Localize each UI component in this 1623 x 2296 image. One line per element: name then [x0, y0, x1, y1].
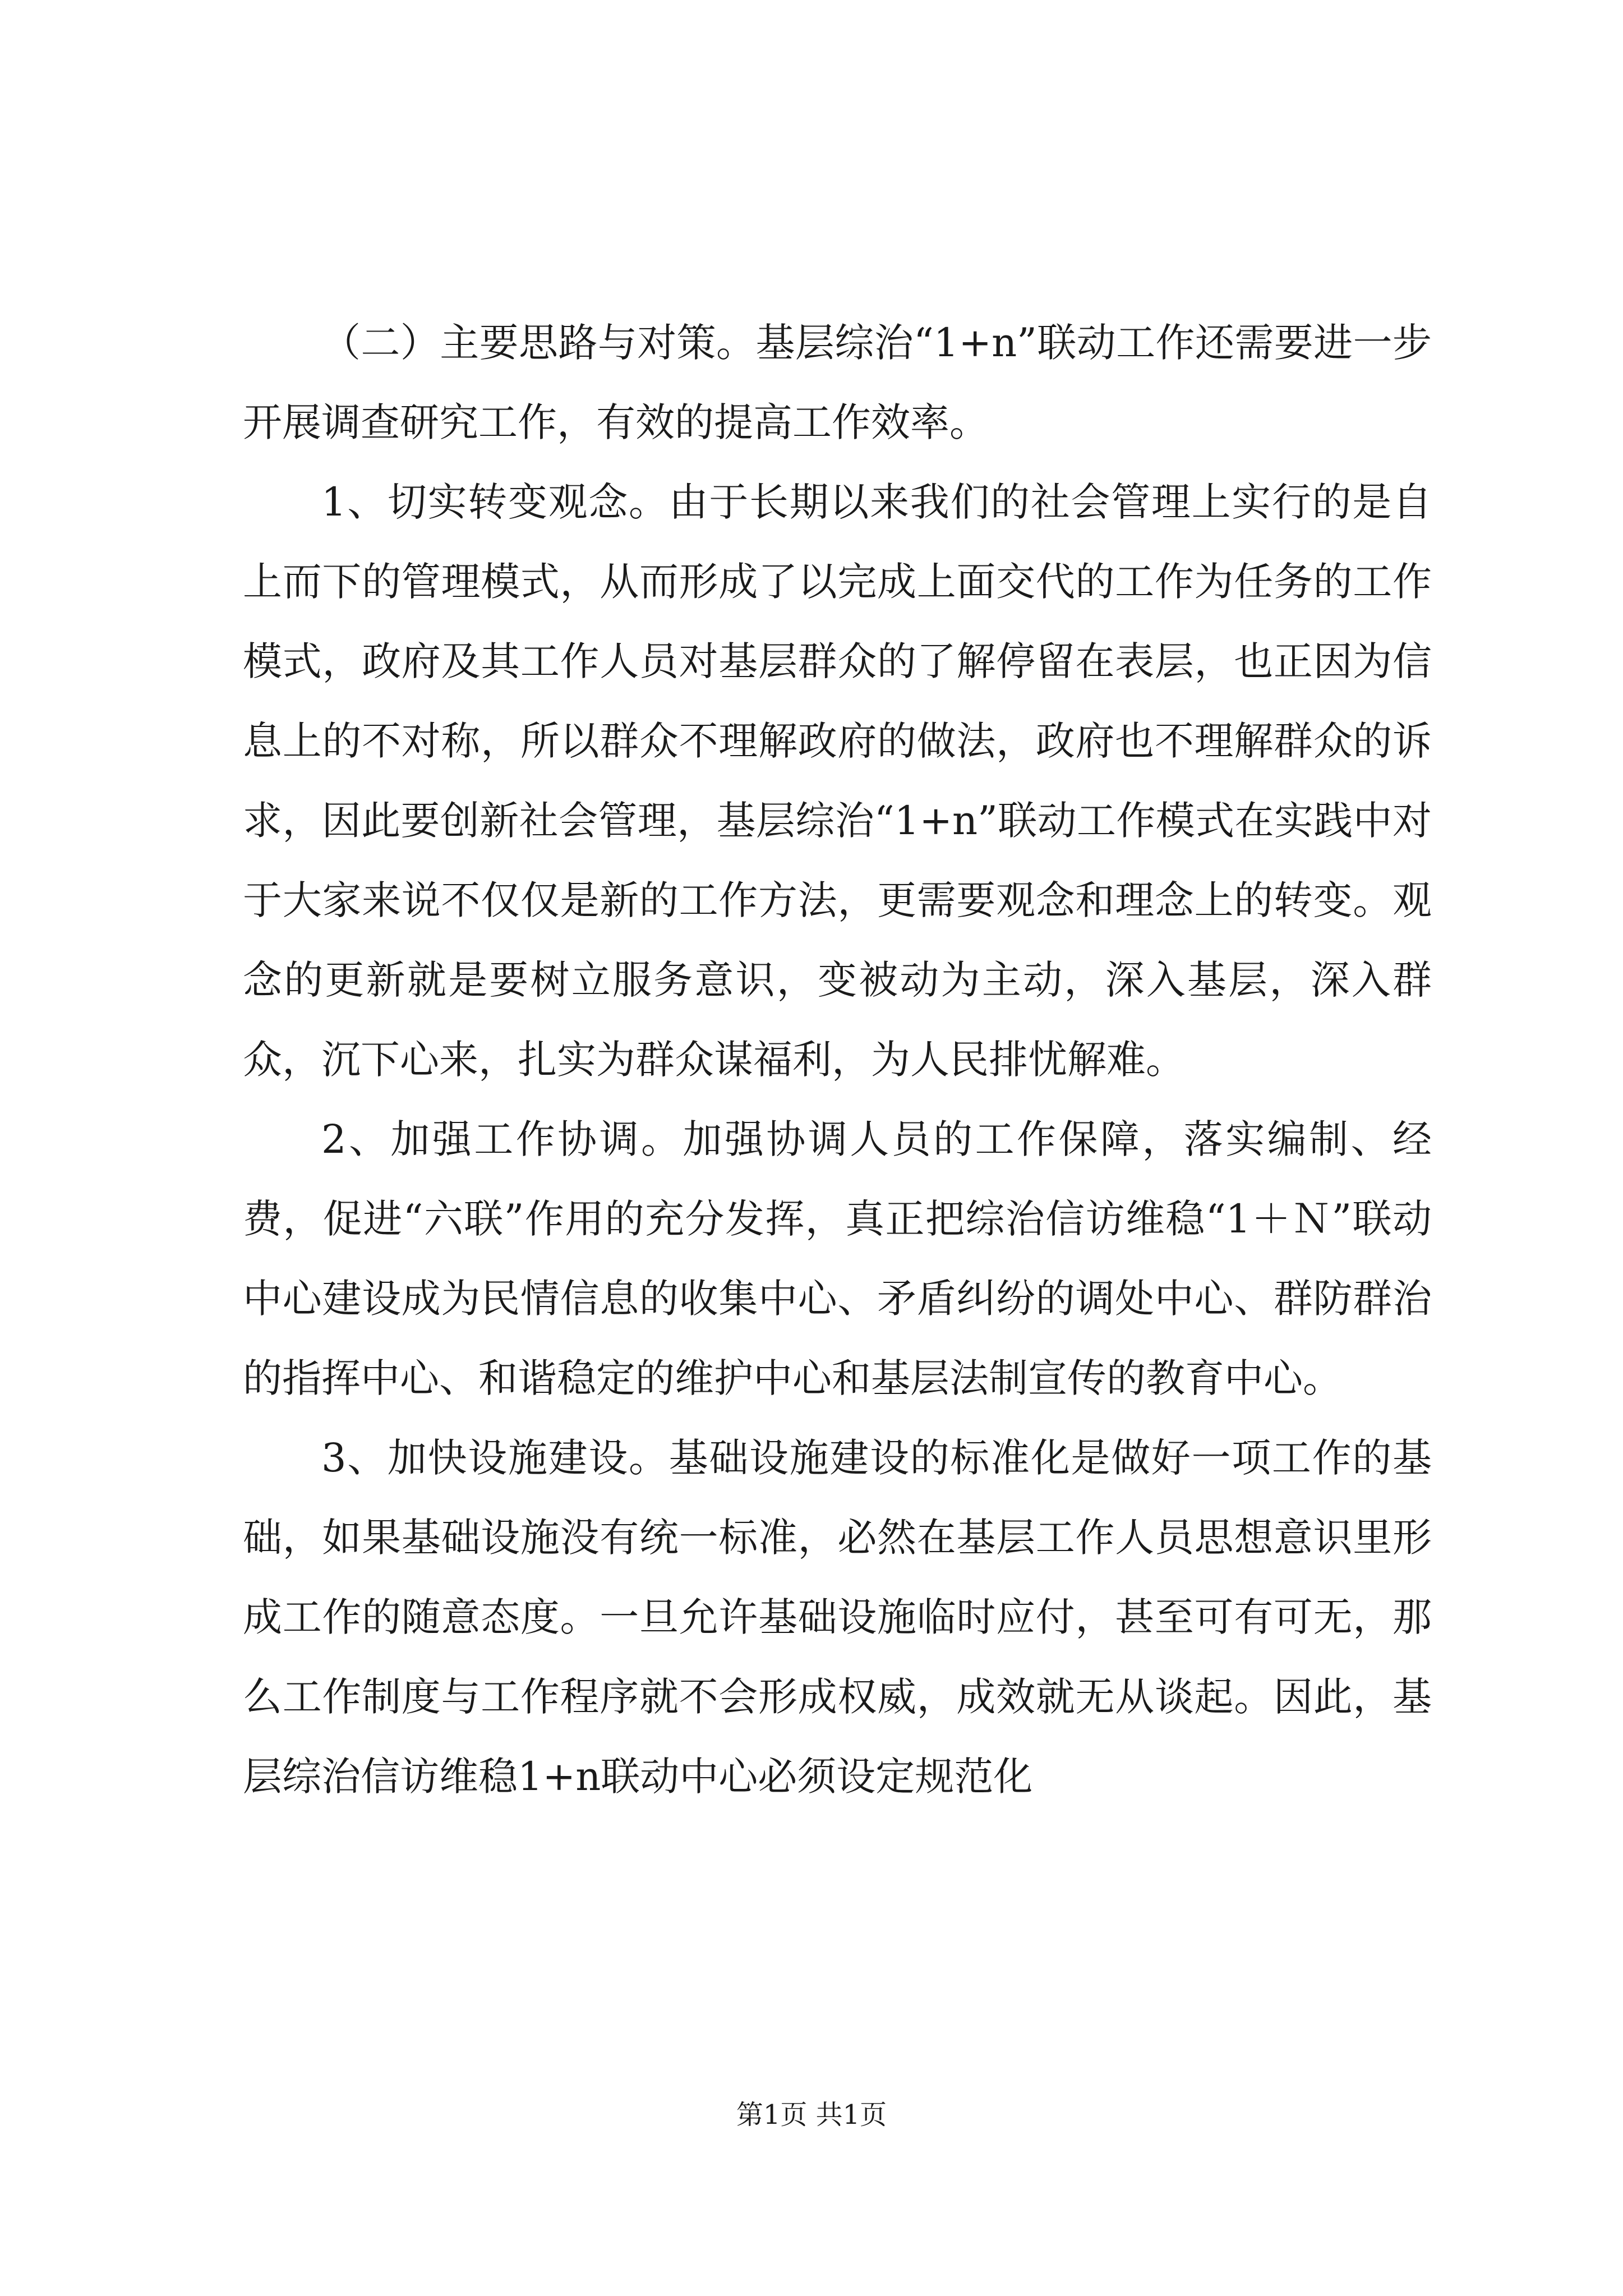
- paragraph-item-2: 2、加强工作协调。加强协调人员的工作保障，落实编制、经费，促进“六联”作用的充分发挥，真正把综治信访维稳“1＋Ｎ”联动中心建设成为民情信息的收集中心、矛盾纠纷的调处中心、群防群治的指挥中心、和谐稳定的维护中心和基层法制宣传的教育中心。: [243, 1116, 1432, 1401]
- paragraph-section-2: （二）主要思路与对策。基层综治“1+n”联动工作还需要进一步开展调查研究工作，有效的提高工作效率。: [243, 320, 1432, 445]
- paragraph-item-1: 1、切实转变观念。由于长期以来我们的社会管理上实行的是自上而下的管理模式，从而形成了以完成上面交代的工作为任务的工作模式，政府及其工作人员对基层群众的了解停留在表层，也正因为信息上的不对称，所以群众不理解政府的做法，政府也不理解群众的诉求，因此要创新社会管理，基层综治“1+n”联动工作模式在实践中对于大家来说不仅仅是新的工作方法，更需要观念和理念上的转变。观念的更新就是要树立服务意识，变被动为主动，深入基层，深入群众，沉下心来，扎实为群众谋福利，为人民排忧解难。: [243, 479, 1432, 1083]
- document-body: [243, 303, 1432, 1816]
- page-footer: 第1页 共1页: [736, 2099, 887, 2131]
- paragraph-item-3: 3、加快设施建设。基础设施建设的标准化是做好一项工作的基础，如果基础设施没有统一标准，必然在基层工作人员思想意识里形成工作的随意态度。一旦允许基础设施临时应付，甚至可有可无，那么工作制度与工作程序就不会形成权威，成效就无从谈起。因此，基层综治信访维稳1+n联动中心必须设定规范化: [243, 1435, 1432, 1800]
